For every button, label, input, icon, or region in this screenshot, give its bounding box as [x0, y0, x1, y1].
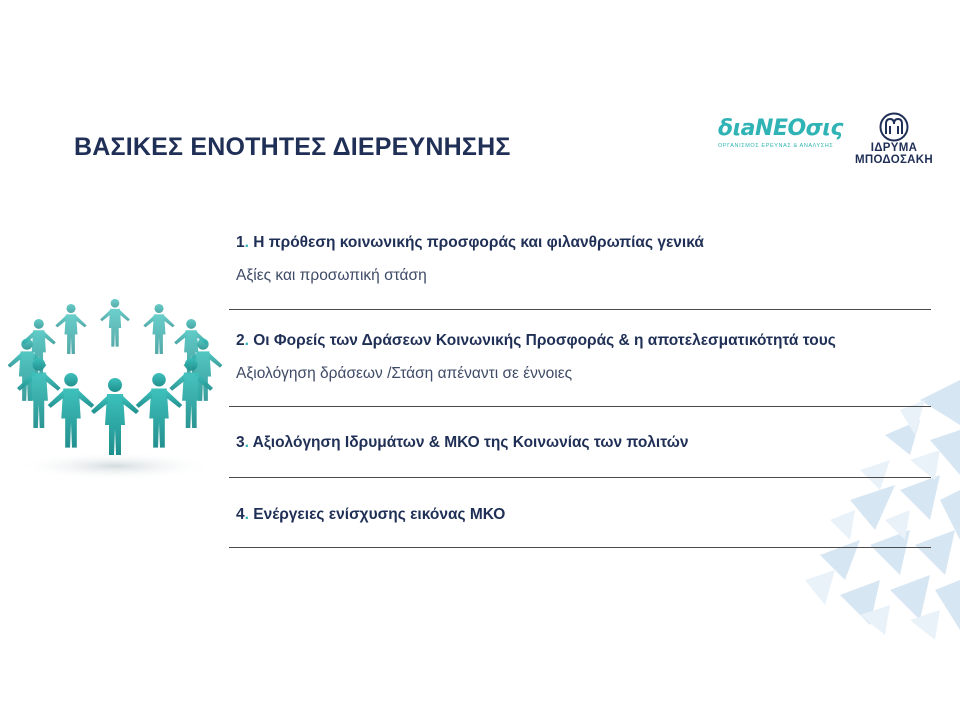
mpodosaki-emblem-icon [878, 112, 910, 142]
section-1-heading-text: Η πρόθεση κοινωνικής προσφοράς και φιλανθρωπίας γενικά [253, 234, 704, 251]
section-1 [229, 220, 931, 310]
section-3-number: 3 [236, 434, 245, 451]
section-3-heading-text: Αξιολόγηση Ιδρυμάτων & ΜΚΟ της Κοινωνίας των πολιτών [252, 434, 689, 451]
section-3 [229, 407, 931, 478]
people-circle-illustration [8, 288, 222, 488]
mpodosaki-name-line1: ΙΔΡΥΜΑ [870, 142, 918, 154]
mpodosaki-name-line2: ΜΠΟΔΟΣΑΚΗ [855, 154, 933, 166]
section-2-heading: 2. Οι Φορείς των Δράσεων Κοινωνικής Προσφοράς & η αποτελεσματικότητά τους [236, 332, 836, 349]
person-figure [55, 304, 86, 354]
dianeosis-tagline: ΟΡΓΑΝΙΣΜΟΣ ΕΡΕΥΝΑΣ & ΑΝΑΛΥΣΗΣ [718, 143, 834, 149]
dianeosis-logo [718, 116, 842, 166]
person-figure [91, 378, 139, 455]
person-figure [100, 299, 130, 347]
section-1-subtitle: Αξίες και προσωπική στάση [236, 267, 427, 284]
section-2 [229, 310, 931, 407]
dianeosis-wordmark: διaNEOσις [718, 116, 843, 141]
sections-list [229, 220, 931, 548]
section-2-subtitle: Αξιολόγηση δράσεων /Στάση απέναντι σε έννοιες [236, 365, 573, 382]
section-1-heading: 1. Η πρόθεση κοινωνικής προσφοράς και φιλανθρωπίας γενικά [236, 234, 704, 251]
person-figure [143, 304, 174, 354]
section-4-heading: 4. Ενέργειες ενίσχυσης εικόνας ΜΚΟ [236, 506, 506, 523]
section-3-heading: 3. Αξιολόγηση Ιδρυμάτων & ΜΚΟ της Κοινωνίας των πολιτών [236, 434, 689, 451]
mpodosaki-logo [846, 112, 942, 168]
section-2-number: 2 [236, 332, 245, 349]
section-4 [229, 478, 931, 548]
section-1-number: 1 [236, 234, 245, 251]
slide-title: ΒΑΣΙΚΕΣ ΕΝΟΤΗΤΕΣ ΔΙΕΡΕΥΝΗΣΗΣ [74, 133, 511, 161]
section-2-heading-text: Οι Φορείς των Δράσεων Κοινωνικής Προσφοράς & η αποτελεσματικότητά τους [253, 332, 836, 349]
section-4-heading-text: Ενέργειες ενίσχυσης εικόνας ΜΚΟ [253, 506, 506, 523]
section-4-number: 4 [236, 506, 245, 523]
